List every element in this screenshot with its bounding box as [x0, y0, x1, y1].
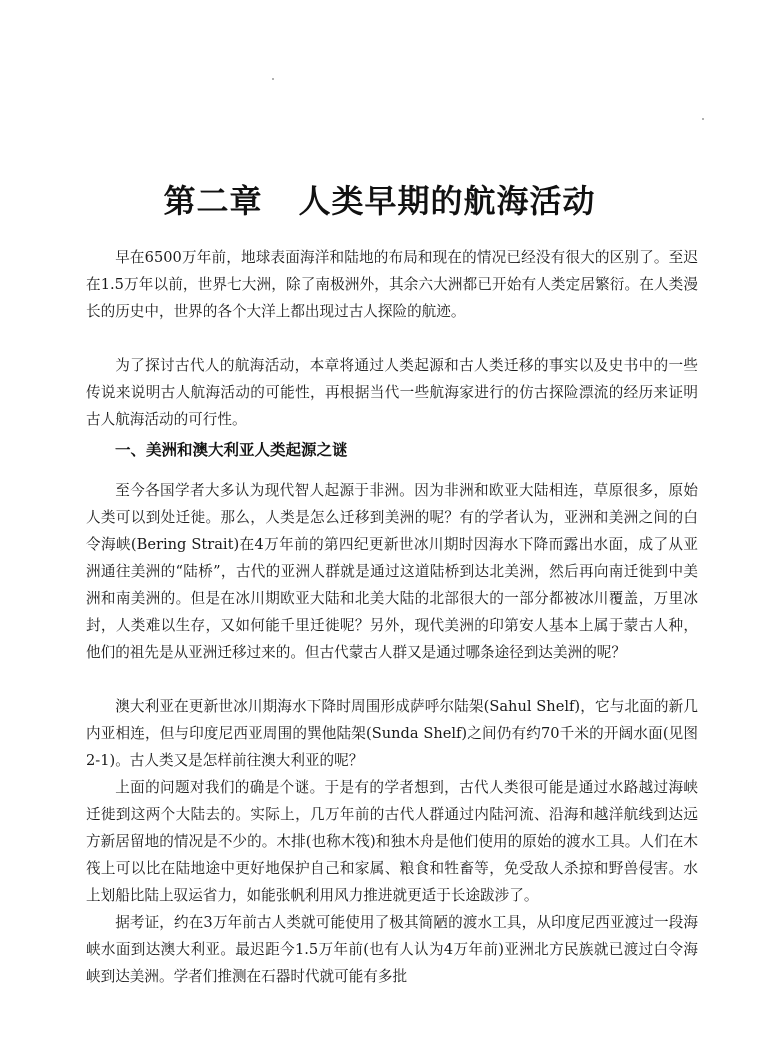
chapter-title — [0, 179, 759, 223]
section-heading: 一、美洲和澳大利亚人类起源之谜 — [115, 441, 348, 459]
scan-speck — [702, 118, 704, 120]
intro-paragraph: 为了探讨古代人的航海活动，本章将通过人类起源和古人类迁移的事实以及史书中的一些传说来说明古人航海活动的可能性，再根据当代一些航海家进行的仿古探险漂流的经历来证明古人航海活动的可行性。 — [86, 357, 698, 428]
body-paragraph: 至今各国学者大多认为现代智人起源于非洲。因为非洲和欧亚大陆相连，草原很多，原始人类可以到处迁徙。那么，人类是怎么迁移到美洲的呢？有的学者认为，亚洲和美洲之间的白令海峡(Bering Strait)在4万年前的第四纪更新世冰川期时因海水下降而露出水面，成了从亚洲通往美洲的“陆桥”，古代的亚洲人群就是通过这道陆桥到达北美洲，然后再向南迁徙到中美洲和南美洲的。但是在冰川期欧亚大陆和北美大陆的北部很大的一部分都被冰川覆盖，万里冰封，人类难以生存，又如何能千里迁徙呢？另外，现代美洲的印第安人基本上属于蒙古人种，他们的祖先是从亚洲迁移过来的。但古代蒙古人群又是通过哪条途径到达美洲的呢？ — [86, 482, 698, 661]
chapter-number: 第二章 — [163, 182, 263, 221]
body-paragraph: 据考证，约在3万年前古人类就可能使用了极其简陋的渡水工具，从印度尼西亚渡过一段海峡水面到达澳大利亚。最迟距今1.5万年前(也有人认为4万年前)亚洲北方民族就已渡过白令海峡到达美洲。学者们推测在石器时代就可能有多批 — [86, 914, 698, 985]
body-paragraph: 上面的问题对我们的确是个谜。于是有的学者想到，古代人类很可能是通过水路越过海峡迁徙到这两个大陆去的。实际上，几万年前的古代人群通过内陆河流、沿海和越洋航线到达远方新居留地的情况是不少的。木排(也称木筏)和独木舟是他们使用的原始的渡水工具。人们在木筏上可以比在陆地途中更好地保护自己和家属、粮食和牲畜等，免受敌人杀掠和野兽侵害。水上划船比陆上驭运省力，如能张帆利用风力推进就更适于长途跋涉了。 — [86, 779, 698, 904]
body-paragraph: 澳大利亚在更新世冰川期海水下降时周围形成萨呼尔陆架(Sahul Shelf)，它与北面的新几内亚相连，但与印度尼西亚周围的巽他陆架(Sunda Shelf)之间仍有约70千米的开阔水面(见图2-1)。古人类又是怎样前往澳大利亚的呢？ — [86, 698, 698, 769]
scan-speck — [272, 78, 274, 80]
chapter-title-text: 人类早期的航海活动 — [298, 182, 596, 221]
intro-paragraph: 早在6500万年前，地球表面海洋和陆地的布局和现在的情况已经没有很大的区别了。至迟在1.5万年以前，世界七大洲，除了南极洲外，其余六大洲都已开始有人类定居繁衍。在人类漫长的历史中，世界的各个大洋上都出现过古人探险的航迹。 — [86, 249, 698, 320]
